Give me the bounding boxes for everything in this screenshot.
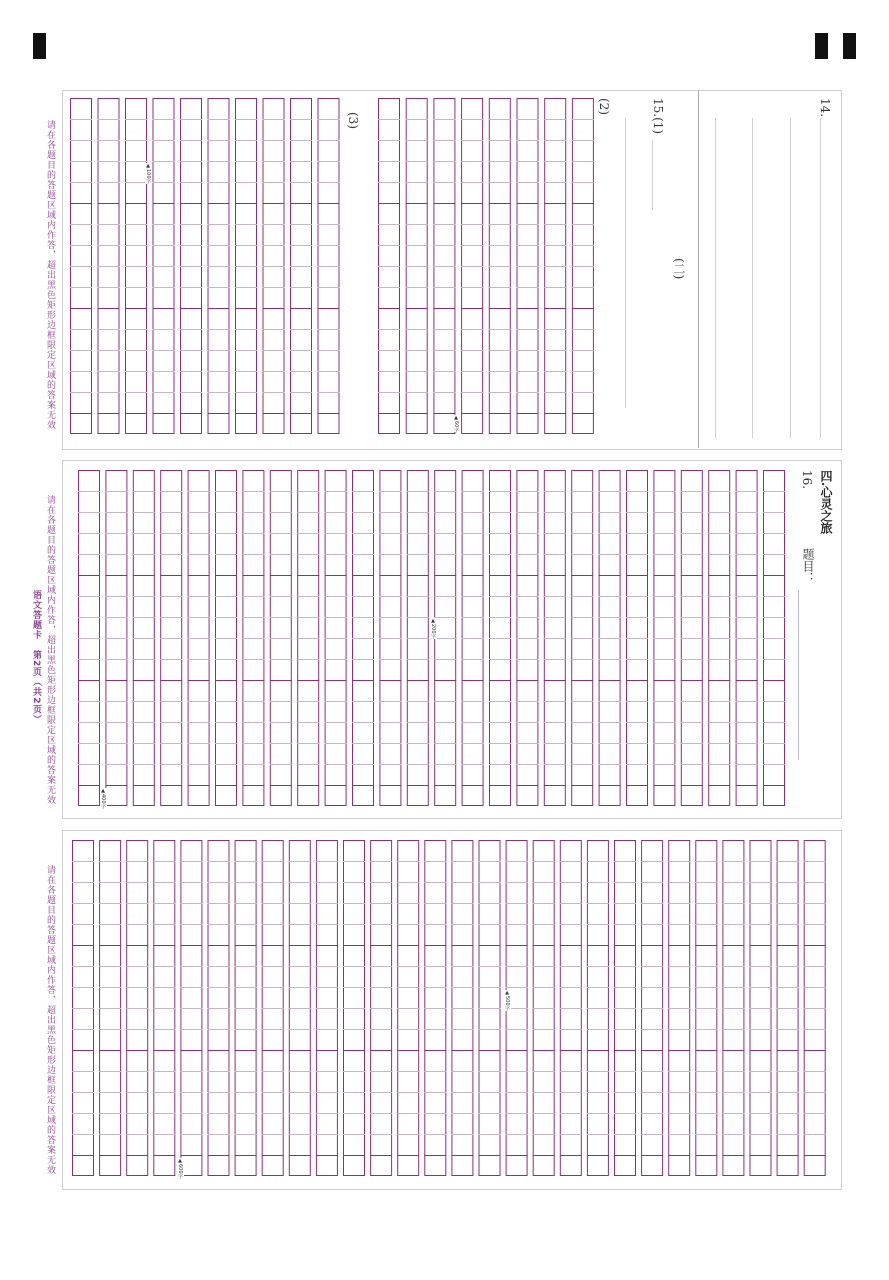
grid-column (378, 99, 400, 434)
grid-column (406, 99, 428, 434)
essay-writing-grid-2[interactable] (72, 840, 826, 1176)
grid-column (777, 841, 799, 1176)
grid-column (489, 471, 511, 806)
essay-title-label: 题目： (801, 548, 815, 584)
grid-column (587, 841, 609, 1176)
essay-title-line[interactable] (798, 590, 799, 760)
registration-mark-right-2 (843, 33, 856, 59)
grid-column (133, 471, 155, 806)
grid-column (188, 471, 210, 806)
grid-column (316, 841, 338, 1176)
grid-column (462, 471, 484, 806)
grid-column (461, 99, 483, 434)
grid-column (263, 99, 285, 434)
grid-column (235, 99, 257, 434)
grid-column (160, 471, 182, 806)
grid-column (571, 471, 593, 806)
grid-column (804, 841, 826, 1176)
grid-column (722, 841, 744, 1176)
grid-column (379, 471, 401, 806)
grid-column (180, 99, 202, 434)
section-mark-two: (二) (672, 258, 686, 280)
grid-column (599, 471, 621, 806)
grid-column (708, 471, 730, 806)
question-15-part2-label: (2) (597, 98, 611, 115)
grid-column (325, 471, 347, 806)
grid-column (681, 471, 703, 806)
writing-grid-15-2[interactable] (378, 98, 594, 434)
grid-column (736, 471, 758, 806)
grid-column (533, 841, 555, 1176)
grid-column (270, 471, 292, 806)
answer-line-15-1[interactable] (652, 140, 653, 210)
grid-column (653, 471, 675, 806)
grid-column (451, 841, 473, 1176)
grid-column (668, 841, 690, 1176)
grid-column (105, 471, 127, 806)
writing-grid-15-3[interactable] (70, 98, 340, 434)
grid-column (153, 841, 175, 1176)
grid-column (544, 471, 566, 806)
grid-column (125, 99, 147, 434)
grid-column (99, 841, 121, 1176)
grid-column (70, 99, 92, 434)
grid-column (641, 841, 663, 1176)
grid-column (215, 471, 237, 806)
section-heading-four: 四.心灵之旅 (819, 470, 833, 535)
char-count-marker-60: ▲60字 (453, 415, 459, 433)
question-16-label: 16. (800, 470, 814, 490)
grid-column (297, 471, 319, 806)
registration-mark-right-1 (815, 33, 828, 59)
grid-column (560, 841, 582, 1176)
grid-column (370, 841, 392, 1176)
grid-column (235, 841, 257, 1176)
warning-text-panel3: 请在各题目的答题区域内作答，超出黑色矩形边框限定区域的答案无效 (45, 865, 55, 1175)
grid-column (763, 471, 785, 806)
grid-column (262, 841, 284, 1176)
grid-column (343, 841, 365, 1176)
grid-column (289, 841, 311, 1176)
grid-column (572, 99, 594, 434)
grid-column (544, 99, 566, 434)
grid-column (126, 841, 148, 1176)
char-count-marker-100: ▲100字 (145, 163, 151, 184)
grid-column (318, 99, 340, 434)
question-15-label: 15.(1) (651, 98, 665, 135)
grid-column (208, 99, 230, 434)
grid-column (290, 99, 312, 434)
answer-line-14-d[interactable] (820, 118, 821, 438)
char-count-marker-400: ▲400字 (100, 788, 106, 809)
grid-column (434, 471, 456, 806)
char-count-marker-200: ▲200字 (430, 618, 436, 639)
grid-column (98, 99, 120, 434)
page-footer: 语文答题卡 第2页（共2页） (31, 590, 41, 725)
grid-column (78, 471, 100, 806)
char-count-marker-600: ▲600字 (177, 1158, 183, 1179)
char-count-marker-500: ▲500字 (504, 990, 510, 1011)
grid-column (208, 841, 230, 1176)
grid-column (695, 841, 717, 1176)
grid-column (407, 471, 429, 806)
warning-text-panel1: 请在各题目的答题区域内作答，超出黑色矩形边框限定区域的答案无效 (45, 120, 55, 430)
grid-column (516, 471, 538, 806)
grid-column (626, 471, 648, 806)
grid-column (397, 841, 419, 1176)
answer-line-14-c[interactable] (790, 118, 791, 438)
grid-column (433, 99, 455, 434)
registration-mark-left (33, 33, 46, 59)
grid-column (424, 841, 446, 1176)
grid-column (614, 841, 636, 1176)
grid-column (750, 841, 772, 1176)
answer-line-15-2[interactable] (625, 118, 626, 408)
grid-column (479, 841, 501, 1176)
answer-line-14-b[interactable] (752, 118, 753, 438)
grid-column (180, 841, 202, 1176)
column-divider (698, 90, 699, 448)
grid-column (517, 99, 539, 434)
grid-column (352, 471, 374, 806)
answer-line-14-a[interactable] (715, 118, 716, 438)
question-14-label: 14. (818, 98, 832, 118)
grid-column (72, 841, 94, 1176)
grid-column (489, 99, 511, 434)
question-15-part3-label: (3) (346, 112, 360, 129)
warning-text-panel2: 请在各题目的答题区域内作答，超出黑色矩形边框限定区域的答案无效 (45, 495, 55, 805)
grid-column (242, 471, 264, 806)
grid-column (153, 99, 175, 434)
